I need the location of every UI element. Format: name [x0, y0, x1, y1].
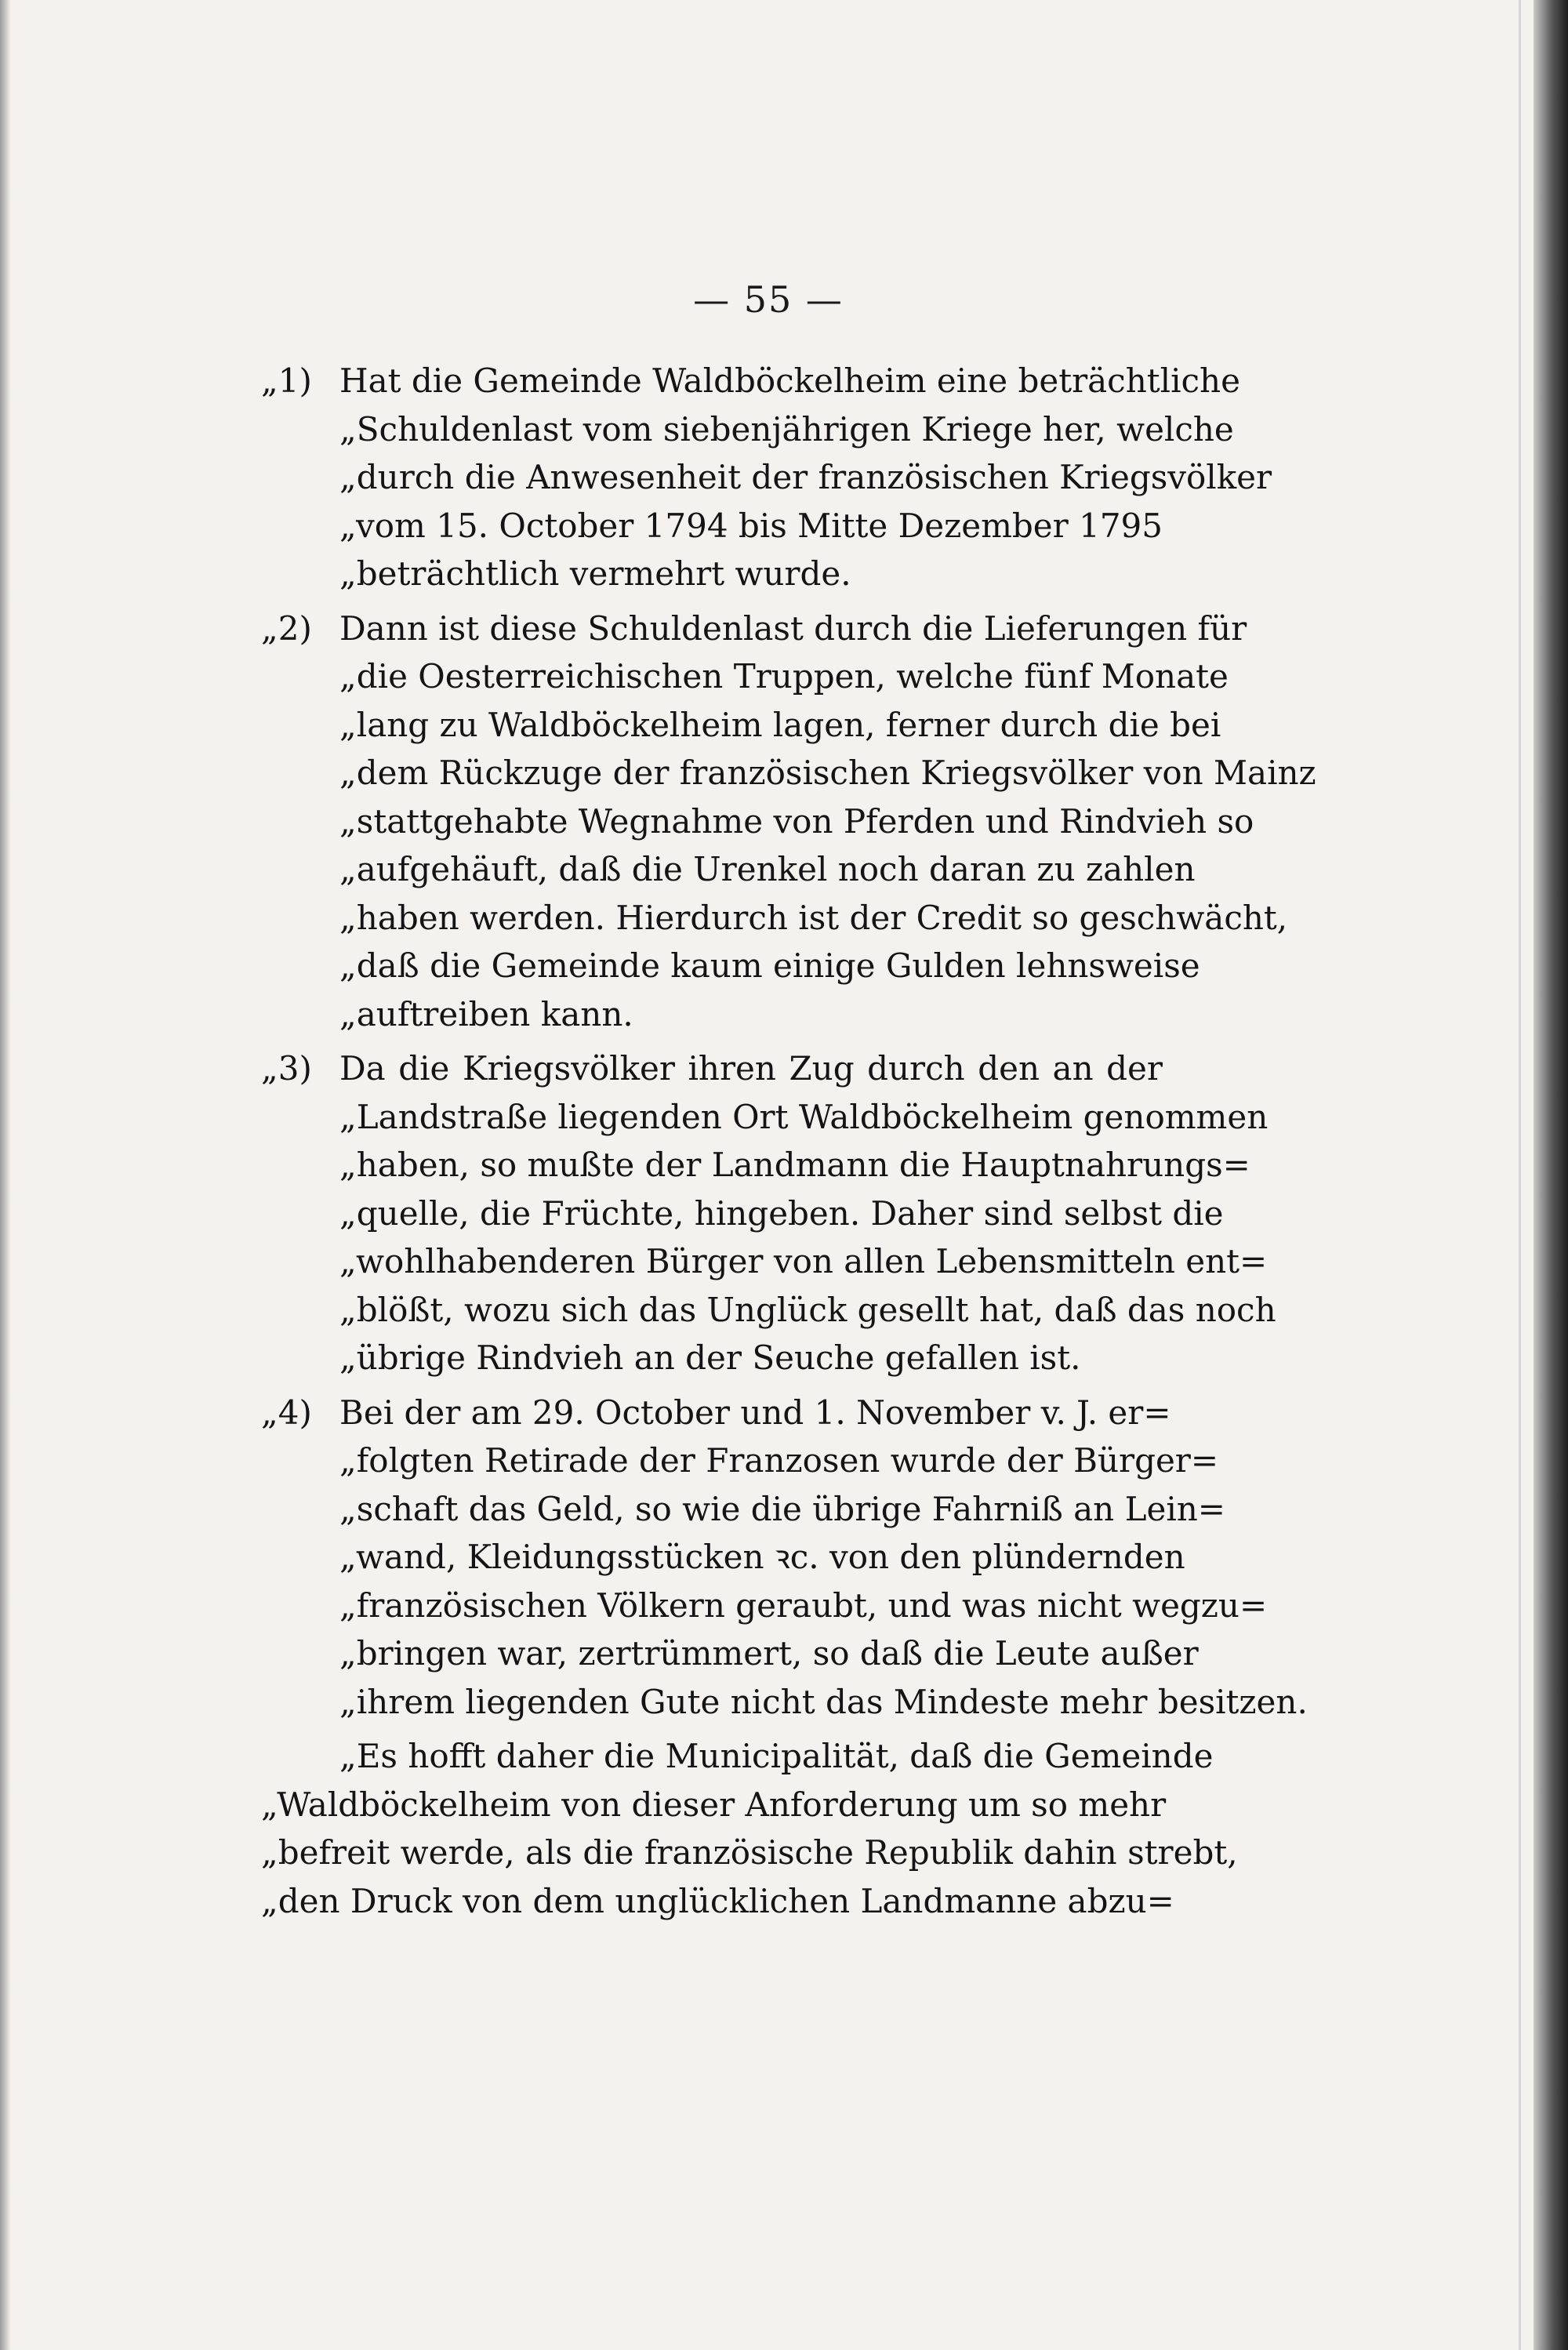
text-line [261, 1237, 1268, 1286]
line-text: Bei der am 29. October und 1. November v. J. er= [339, 1393, 1171, 1432]
text-line [261, 1190, 1224, 1238]
line-text: „quelle, die Früchte, hingeben. Daher sind selbst die [339, 1193, 1224, 1233]
text-line [261, 1533, 1185, 1582]
text-line [261, 1044, 1163, 1093]
text-line [261, 942, 1200, 990]
text-line [261, 453, 1272, 502]
text-line [261, 550, 1163, 598]
line-text: Da die Kriegsvölker ihren Zug durch den an der [339, 1049, 1163, 1088]
text-line [261, 652, 1229, 701]
line-text: „haben, so mußte der Landmann die Hauptnahrungs= [339, 1146, 1250, 1184]
page-border-shadow [1534, 0, 1568, 2350]
text-block [261, 357, 1316, 1925]
page-gutter-shadow [0, 0, 11, 2350]
line-text: „vom 15. October 1794 bis Mitte Dezember 1795 [339, 506, 1163, 545]
line-text: „aufgehäuft, daß die Urenkel noch daran zu zahlen [339, 850, 1196, 888]
text-line [261, 701, 1221, 750]
text-line [261, 1582, 1268, 1630]
line-text: „befreit werde, als die französische Republik dahin strebt, [261, 1833, 1238, 1872]
text-line [261, 1829, 1238, 1877]
item-number: „1) [261, 361, 312, 400]
text-line [261, 1485, 1226, 1534]
text-line [261, 894, 1288, 943]
text-line [261, 1781, 1167, 1829]
line-text: „übrige Rindvieh an der Seuche gefallen ist. [339, 1338, 1081, 1377]
line-text: „blößt, wozu sich das Unglück gesellt hat, daß das noch [339, 1290, 1276, 1329]
line-text: „lang zu Waldböckelheim lagen, ferner durch die bei [339, 705, 1221, 744]
text-line [261, 1437, 1219, 1485]
text-line [261, 1093, 1269, 1142]
line-text: „auftreiben kann. [339, 994, 633, 1033]
line-text: „bringen war, zertrümmert, so daß die Leute außer [339, 1634, 1199, 1673]
item-number: „3) [261, 1049, 312, 1088]
text-line [261, 990, 1163, 1039]
text-line [261, 1334, 1163, 1382]
line-text: „schaft das Geld, so wie die übrige Fahrniß an Lein= [339, 1489, 1226, 1528]
line-text: „französischen Völkern geraubt, und was nicht wegzu= [339, 1585, 1268, 1625]
line-text: „beträchtlich vermehrt wurde. [339, 554, 851, 593]
text-line [261, 1877, 1174, 1926]
line-text: „Waldböckelheim von dieser Anforderung um so mehr [261, 1785, 1167, 1824]
text-line [261, 1141, 1250, 1190]
item-number: „2) [261, 608, 312, 648]
text-line [261, 1286, 1276, 1335]
item-number: „4) [261, 1393, 312, 1432]
line-text: Hat die Gemeinde Waldböckelheim eine beträchtliche [339, 361, 1240, 400]
line-text: „durch die Anwesenheit der französischen Kriegsvölker [339, 458, 1272, 496]
page-number: — 55 — [693, 278, 844, 321]
line-text: „Es hofft daher die Municipalität, daß die Gemeinde [339, 1737, 1214, 1775]
text-line [261, 502, 1163, 550]
text-line [261, 1629, 1199, 1678]
text-line [261, 1678, 1308, 1727]
line-text: „ihrem liegenden Gute nicht das Mindeste mehr besitzen. [339, 1682, 1308, 1721]
line-text: „stattgehabte Wegnahme von Pferden und Rindvieh so [339, 801, 1254, 841]
line-text: „haben werden. Hierdurch ist der Credit so geschwächt, [339, 898, 1288, 937]
line-text: „daß die Gemeinde kaum einige Gulden lehnsweise [339, 946, 1200, 985]
text-line [261, 1732, 1214, 1781]
line-text: „dem Rückzuge der französischen Kriegsvölker von Mainz [339, 754, 1316, 792]
line-text: „folgten Retirade der Franzosen wurde der Bürger= [339, 1441, 1219, 1480]
line-text: „die Oesterreichischen Truppen, welche fünf Monate [339, 657, 1229, 696]
line-text: Dann ist diese Schuldenlast durch die Lieferungen für [339, 608, 1247, 648]
line-text: „wand, Kleidungsstücken ꝛc. von den plündernden [339, 1538, 1185, 1576]
text-line [261, 797, 1254, 846]
line-text: „Landstraße liegenden Ort Waldböckelheim genommen [339, 1097, 1269, 1136]
page-edge [1519, 0, 1521, 2350]
text-line [261, 1389, 1171, 1437]
text-line [261, 405, 1234, 454]
line-text: „den Druck von dem unglücklichen Landmanne abzu= [261, 1881, 1174, 1920]
line-text: „Schuldenlast vom siebenjährigen Kriege her, welche [339, 409, 1234, 449]
text-line [261, 845, 1196, 894]
text-line [261, 605, 1247, 653]
text-line [261, 357, 1240, 405]
text-line [261, 749, 1316, 797]
line-text: „wohlhabenderen Bürger von allen Lebensmitteln ent= [339, 1242, 1268, 1280]
